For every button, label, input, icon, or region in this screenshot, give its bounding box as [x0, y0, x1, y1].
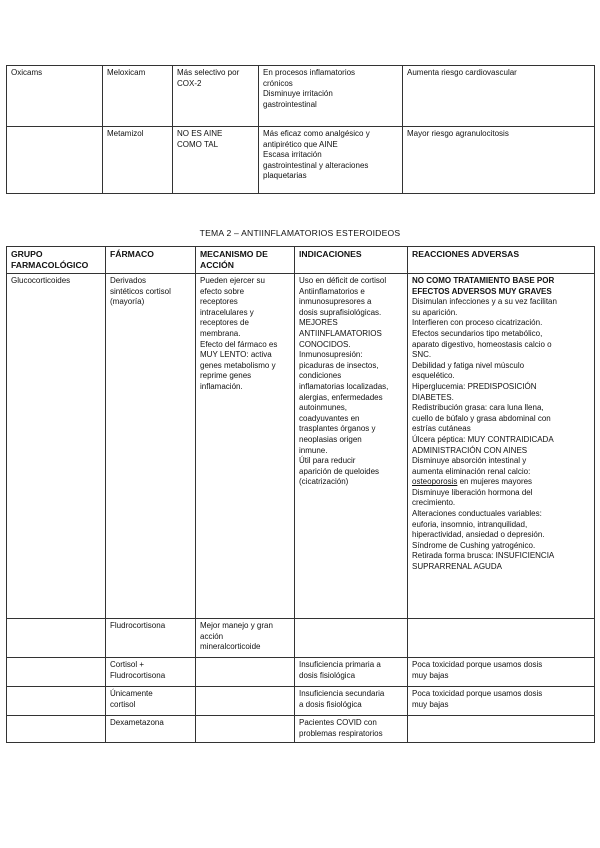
indications-cell-line: inmune.: [299, 445, 328, 455]
table-row: [7, 66, 595, 127]
drug-cell-line: Fludrocortisona: [110, 621, 166, 630]
header-mechanism: MECANISMO DE ACCIÓN: [196, 247, 295, 274]
drug-cell-line: sintéticos cortisol: [110, 286, 171, 296]
group-cell: [7, 687, 106, 716]
group-cell: [7, 716, 106, 743]
adverse-reactions-cell-line: hiperactividad, ansiedad o depresión.: [412, 530, 545, 540]
adverse-reactions-cell-line: Interfieren con proceso cicatrización.: [412, 318, 543, 328]
indications-cell-line: Escasa irritación: [263, 150, 322, 160]
mechanism-cell-line: Más selectivo por: [177, 68, 240, 77]
indications-cell-line: ANTIINFLAMATORIOS: [299, 328, 382, 338]
adverse-reactions-cell-line: ADMINISTRACIÓN CON AINES: [412, 445, 528, 455]
adverse-reactions-cell: [408, 687, 595, 716]
indications-cell-line: inflamatorias localizadas,: [299, 381, 389, 391]
header-indications: INDICACIONES: [295, 247, 408, 274]
indications-cell-line: gastrointestinal: [263, 99, 317, 109]
indications-cell-line: MEJORES: [299, 318, 338, 328]
indications-cell-line: a dosis fisiológica: [299, 699, 362, 709]
adverse-reactions-cell-line: Debilidad y fatiga nivel músculo: [412, 360, 525, 370]
drug-cell: [106, 716, 196, 743]
adverse-reactions-cell-line: muy bajas: [412, 670, 449, 680]
indications-cell-line: Pacientes COVID con: [299, 718, 377, 727]
steroid-table: [6, 246, 595, 743]
table-row: [7, 274, 595, 619]
indications-cell-line: Más eficaz como analgésico y: [263, 129, 370, 138]
drug-cell-line: Meloxicam: [107, 68, 146, 77]
drug-cell: [106, 687, 196, 716]
adverse-reactions-cell-line: Hiperglucemia: PREDISPOSICIÓN: [412, 381, 537, 391]
indications-cell: [295, 658, 408, 687]
mechanism-cell: [196, 619, 295, 658]
indications-cell-line: (cicatrización): [299, 477, 349, 487]
indications-cell-line: antipirético que AINE: [263, 139, 338, 149]
mechanism-cell: [196, 274, 295, 619]
indications-cell-line: gastrointestinal y alteraciones: [263, 160, 369, 170]
indications-cell-line: picaduras de insectos,: [299, 360, 379, 370]
adverse-reactions-cell-line: Síndrome de Cushing yatrogénico.: [412, 540, 536, 550]
drug-cell: [106, 658, 196, 687]
mechanism-cell: [196, 687, 295, 716]
adverse-reactions-cell-line: Poca toxicidad porque usamos dosis: [412, 660, 543, 669]
nsaid-table: [6, 65, 595, 194]
indications-cell: [259, 66, 403, 127]
mechanism-cell-line: Mejor manejo y gran: [200, 621, 273, 630]
drug-cell-line: Fludrocortisona: [110, 670, 166, 680]
indications-cell-line: coadyuvantes en: [299, 413, 360, 423]
indications-cell-line: aparición de queloides: [299, 466, 380, 476]
mechanism-cell-line: genes metabolismo y: [200, 360, 276, 370]
adverse-reactions-cell-line: osteoporosis en mujeres mayores: [412, 477, 533, 487]
indications-cell-line: Uso en déficit de cortisol: [299, 276, 387, 285]
drug-cell-line: Cortisol +: [110, 660, 145, 669]
indications-cell: [295, 274, 408, 619]
adverse-reactions-cell-line: esquelético.: [412, 371, 455, 381]
adverse-reactions-cell-line: estrías cutáneas: [412, 424, 471, 434]
mechanism-cell-line: receptores: [200, 297, 238, 307]
adverse-reactions-cell: [408, 274, 595, 619]
indications-cell-line: crónicos: [263, 78, 293, 88]
drug-cell: [103, 127, 173, 194]
mechanism-cell-line: Efecto del fármaco es: [200, 339, 278, 349]
drug-cell-line: Únicamente: [110, 689, 153, 698]
table-row: [7, 716, 595, 743]
adverse-reactions-cell-line: Mayor riesgo agranulocitosis: [407, 129, 509, 138]
adverse-reactions-cell-line: Disimulan infecciones y a su vez facilitan: [412, 297, 557, 307]
group-cell: [7, 66, 103, 127]
group-cell: [7, 127, 103, 194]
mechanism-cell-line: efecto sobre: [200, 286, 245, 296]
adverse-reactions-cell: [403, 127, 595, 194]
indications-cell: [259, 127, 403, 194]
group-cell-line: Oxicams: [11, 68, 43, 77]
indications-cell-line: condiciones: [299, 371, 342, 381]
mechanism-cell-line: inflamación.: [200, 381, 243, 391]
adverse-reactions-cell-line: Aumenta riesgo cardiovascular: [407, 68, 517, 77]
adverse-reactions-cell-underlined: osteoporosis: [412, 477, 458, 487]
mechanism-cell: [173, 127, 259, 194]
adverse-reactions-cell-line: Úlcera péptica: MUY CONTRAIDICADA: [412, 434, 554, 444]
adverse-reactions-cell-line: euforia, insomnio, intranquilidad,: [412, 519, 528, 529]
indications-cell-line: Disminuye irritación: [263, 89, 333, 99]
table-row: [7, 687, 595, 716]
drug-cell: [103, 66, 173, 127]
header-drug: FÁRMACO: [106, 247, 196, 274]
mechanism-cell-line: acción: [200, 631, 224, 641]
adverse-reactions-cell-line: Poca toxicidad porque usamos dosis: [412, 689, 543, 698]
header-row: [7, 247, 595, 274]
mechanism-cell-line: COMO TAL: [177, 139, 219, 149]
indications-cell: [295, 716, 408, 743]
table-row: [7, 658, 595, 687]
mechanism-cell-line: membrana.: [200, 328, 241, 338]
indications-cell-line: neoplasias origen: [299, 434, 362, 444]
adverse-reactions-cell-line: SUPRARRENAL AGUDA: [412, 562, 502, 572]
adverse-reactions-cell: [408, 619, 595, 658]
adverse-reactions-cell-line: cuello de búfalo y grasa abdominal con: [412, 413, 551, 423]
mechanism-cell-line: receptores de: [200, 318, 249, 328]
mechanism-cell-line: MUY LENTO: activa: [200, 350, 272, 360]
indications-cell-line: Antiinflamatorios e: [299, 286, 365, 296]
adverse-reactions-cell-line: su aparición.: [412, 307, 458, 317]
indications-cell: [295, 687, 408, 716]
indications-cell-line: problemas respiratorios: [299, 728, 383, 738]
mechanism-cell-line: NO ES AINE: [177, 129, 223, 138]
indications-cell-line: alergias, enfermedades: [299, 392, 383, 402]
adverse-reactions-cell-line: Retirada forma brusca: INSUFICIENCIA: [412, 551, 555, 561]
group-cell-line: Glucocorticoides: [11, 276, 71, 285]
adverse-reactions-cell-line: aparato digestivo, homeostasis calcio o: [412, 339, 552, 349]
indications-cell: [295, 619, 408, 658]
drug-cell-line: (mayoría): [110, 297, 145, 307]
indications-cell-line: Insuficiencia primaria a: [299, 660, 381, 669]
drug-cell: [106, 619, 196, 658]
drug-cell-line: cortisol: [110, 699, 136, 709]
adverse-reactions-cell-line: NO COMO TRATAMIENTO BASE POR: [412, 276, 555, 285]
mechanism-cell-line: mineralcorticoide: [200, 642, 261, 652]
indications-cell-line: dosis fisiológica: [299, 670, 356, 680]
mechanism-cell-line: Pueden ejercer su: [200, 276, 265, 285]
adverse-reactions-cell-line: aumenta eliminación renal calcio:: [412, 466, 531, 476]
indications-cell-line: Útil para reducir: [299, 456, 356, 466]
indications-cell-line: En procesos inflamatorios: [263, 68, 356, 77]
indications-cell-line: dosis suprafisiológicas.: [299, 307, 382, 317]
indications-cell-line: Insuficiencia secundaria: [299, 689, 385, 698]
mechanism-cell-line: COX-2: [177, 78, 202, 88]
drug-cell: [106, 274, 196, 619]
drug-cell-line: Dexametazona: [110, 718, 164, 727]
mechanism-cell-line: reprime genes: [200, 371, 252, 381]
mechanism-cell: [196, 658, 295, 687]
adverse-reactions-cell-line: DIABETES.: [412, 392, 454, 402]
adverse-reactions-cell-line: Alteraciones conductuales variables:: [412, 509, 542, 519]
group-cell: [7, 274, 106, 619]
header-group: GRUPO FARMACOLÓGICO: [7, 247, 106, 274]
section-title: TEMA 2 – ANTIINFLAMATORIOS ESTEROIDEOS: [199, 228, 401, 238]
indications-cell-line: trasplantes órganos y: [299, 424, 376, 434]
adverse-reactions-cell-line: muy bajas: [412, 699, 449, 709]
indications-cell-line: plaquetarias: [263, 171, 307, 181]
adverse-reactions-cell-line: SNC.: [412, 350, 432, 360]
adverse-reactions-cell-line: Disminuye liberación hormona del: [412, 487, 533, 497]
drug-cell-line: Derivados: [110, 276, 147, 285]
mechanism-cell: [173, 66, 259, 127]
mechanism-cell-line: intracelulares y: [200, 307, 254, 317]
indications-cell-line: autoinmunes,: [299, 403, 348, 413]
adverse-reactions-cell: [408, 716, 595, 743]
adverse-reactions-cell: [408, 658, 595, 687]
group-cell: [7, 658, 106, 687]
indications-cell-line: Inmunosupresión:: [299, 350, 363, 360]
adverse-reactions-cell-line: Redistribución grasa: cara luna llena,: [412, 403, 544, 413]
table-row: [7, 127, 595, 194]
table-row: [7, 619, 595, 658]
indications-cell-line: CONOCIDOS.: [299, 339, 351, 349]
header-adverse-reactions: REACCIONES ADVERSAS: [408, 247, 595, 274]
adverse-reactions-cell-line: Disminuye absorción intestinal y: [412, 456, 527, 466]
drug-cell-line: Metamizol: [107, 129, 144, 138]
indications-cell-line: inmunosupresores a: [299, 297, 372, 307]
adverse-reactions-cell-line: EFECTOS ADVERSOS MUY GRAVES: [412, 286, 552, 296]
adverse-reactions-cell: [403, 66, 595, 127]
mechanism-cell: [196, 716, 295, 743]
adverse-reactions-cell-line: Efectos secundarios tipo metabólico,: [412, 328, 543, 338]
adverse-reactions-cell-line: crecimiento.: [412, 498, 456, 508]
group-cell: [7, 619, 106, 658]
